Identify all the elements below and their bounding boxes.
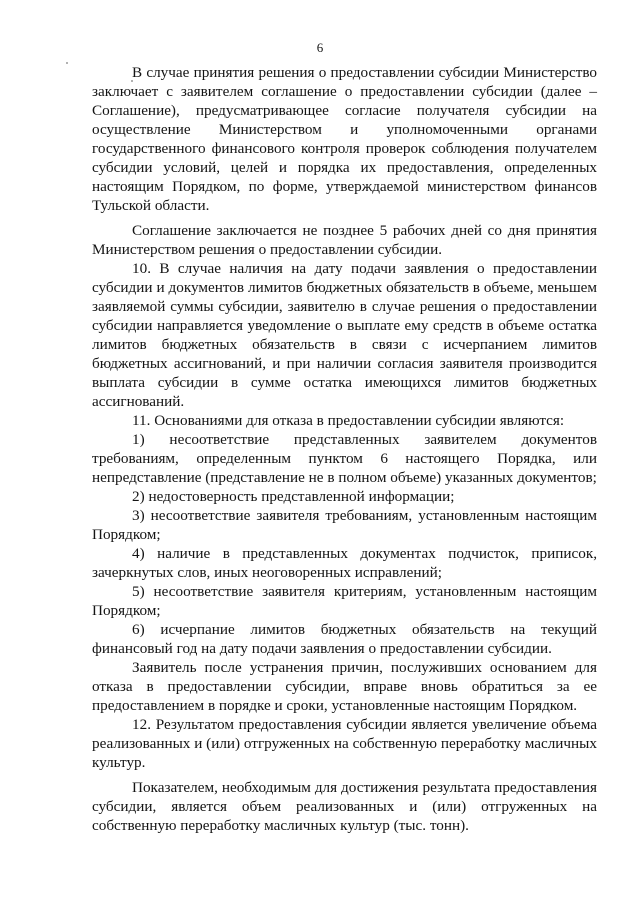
paragraph-agreement-deadline: Соглашение заключается не позднее 5 рабочих дней со дня принятия Министерством решения о предоставлении субсидии.: [92, 222, 597, 258]
list-item-refusal-5: 5) несоответствие заявителя критериям, установленным настоящим Порядком;: [92, 583, 597, 619]
document-body: [92, 63, 597, 835]
paragraph-indicator: Показателем, необходимым для достижения результата предоставления субсидии, является объем реализованных и (или) отгруженных на собственную переработку масличных культур (тыс. тонн).: [92, 779, 597, 834]
list-item-refusal-1: 1) несоответствие представленных заявителем документов требованиям, определенным пунктом 6 настоящего Порядка, или непредставление (представление не в полном объеме) указанных документов;: [92, 431, 597, 486]
scan-speck: [66, 62, 68, 64]
list-item-refusal-4: 4) наличие в представленных документах подчисток, приписок, зачеркнутых слов, иных неоговоренных исправлений;: [92, 545, 597, 581]
paragraph-item-10: 10. В случае наличия на дату подачи заявления о предоставлении субсидии и документов лимитов бюджетных обязательств в объеме, меньшем заявляемой суммы субсидии, заявителю в случае решения о предоставлении субсидии направляется уведомление о выплате ему средств в объеме остатка лимитов бюджетных обязательств в связи с исчерпанием лимитов бюджетных ассигнований, и при наличии согласия заявителя производится выплата субсидии в сумме остатка имеющихся лимитов бюджетных ассигнований.: [92, 260, 597, 410]
paragraph-item-11: 11. Основаниями для отказа в предоставлении субсидии являются:: [132, 412, 565, 429]
paragraph-reapply: Заявитель после устранения причин, послуживших основанием для отказа в предоставлении субсидии, вправе вновь обратиться за ее предоставлением в порядке и сроки, установленные настоящим Порядком.: [92, 659, 597, 714]
paragraph-subsidy-agreement: В случае принятия решения о предоставлении субсидии Министерство заключает с заявителем соглашение о предоставлении субсидии (далее – Соглашение), предусматривающее согласие получателя субсидии на осуществление Министерством и уполномоченными органами государственного финансового контроля проверок соблюдения получателем субсидии условий, целей и порядка их предоставления, определенных настоящим Порядком, по форме, утверждаемой министерством финансов Тульской области.: [92, 64, 597, 214]
list-item-refusal-6: 6) исчерпание лимитов бюджетных обязательств на текущий финансовый год на дату подачи заявления о предоставлении субсидии.: [92, 621, 597, 657]
paragraph-item-12: 12. Результатом предоставления субсидии является увеличение объема реализованных и (или) отгруженных на собственную переработку масличных культур.: [92, 716, 597, 771]
list-item-refusal-2: 2) недостоверность представленной информации;: [132, 488, 455, 505]
page-number: 6: [316, 40, 324, 55]
list-item-refusal-3: 3) несоответствие заявителя требованиям, установленным настоящим Порядком;: [92, 507, 597, 543]
